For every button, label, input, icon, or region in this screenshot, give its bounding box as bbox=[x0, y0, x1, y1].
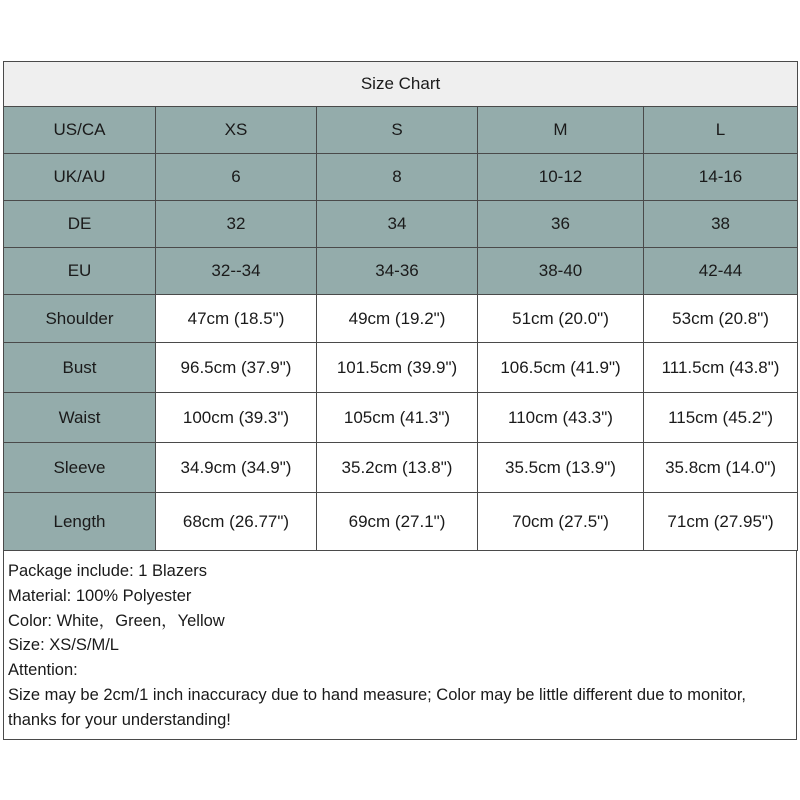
note-thanks: thanks for your understanding! bbox=[8, 710, 231, 729]
row-label: US/CA bbox=[4, 107, 156, 154]
row-label: Sleeve bbox=[4, 443, 156, 493]
measure-row-bust bbox=[4, 343, 798, 393]
table-cell: 47cm (18.5") bbox=[156, 295, 317, 343]
table-cell: 6 bbox=[156, 154, 317, 201]
table-cell: 35.8cm (14.0") bbox=[644, 443, 798, 493]
size-row-de bbox=[4, 201, 798, 248]
table-cell: 35.2cm (13.8") bbox=[317, 443, 478, 493]
measure-row-waist bbox=[4, 393, 798, 443]
row-label: UK/AU bbox=[4, 154, 156, 201]
table-cell: 38-40 bbox=[478, 248, 644, 295]
title-row bbox=[4, 62, 798, 107]
table-cell: 96.5cm (37.9") bbox=[156, 343, 317, 393]
note-color: Color: White，Green，Yellow bbox=[8, 611, 225, 630]
table-cell: 34-36 bbox=[317, 248, 478, 295]
note-size: Size: XS/S/M/L bbox=[8, 636, 119, 655]
measure-row-shoulder bbox=[4, 295, 798, 343]
table-cell: S bbox=[317, 107, 478, 154]
note-package: Package include: 1 Blazers bbox=[8, 562, 208, 580]
table-cell: 71cm (27.95") bbox=[644, 493, 798, 551]
table-cell: 53cm (20.8") bbox=[644, 295, 798, 343]
note-inaccuracy: Size may be 2cm/1 inch inaccuracy due to hand measure; Color may be little different due to monitor, bbox=[8, 685, 746, 704]
table-cell: 10-12 bbox=[478, 154, 644, 201]
measure-row-sleeve bbox=[4, 443, 798, 493]
size-row-us-ca bbox=[4, 107, 798, 154]
size-row-eu bbox=[4, 248, 798, 295]
size-row-uk-au bbox=[4, 154, 798, 201]
table-cell: 68cm (26.77") bbox=[156, 493, 317, 551]
table-cell: 100cm (39.3") bbox=[156, 393, 317, 443]
table-cell: 8 bbox=[317, 154, 478, 201]
table-cell: 36 bbox=[478, 201, 644, 248]
table-cell: 32 bbox=[156, 201, 317, 248]
table-cell: 115cm (45.2") bbox=[644, 393, 798, 443]
measure-row-length bbox=[4, 493, 798, 551]
table-cell: 34 bbox=[317, 201, 478, 248]
note-attention: Attention: bbox=[8, 661, 78, 680]
table-cell: 14-16 bbox=[644, 154, 798, 201]
table-cell: XS bbox=[156, 107, 317, 154]
table-cell: M bbox=[478, 107, 644, 154]
table-cell: 51cm (20.0") bbox=[478, 295, 644, 343]
table-cell: 34.9cm (34.9") bbox=[156, 443, 317, 493]
table-cell: 32--34 bbox=[156, 248, 317, 295]
table-cell: 42-44 bbox=[644, 248, 798, 295]
row-label: Length bbox=[4, 493, 156, 551]
product-notes bbox=[3, 550, 797, 740]
row-label: Waist bbox=[4, 393, 156, 443]
row-label: DE bbox=[4, 201, 156, 248]
row-label: Shoulder bbox=[4, 295, 156, 343]
table-cell: 35.5cm (13.9") bbox=[478, 443, 644, 493]
table-cell: 38 bbox=[644, 201, 798, 248]
row-label: EU bbox=[4, 248, 156, 295]
table-cell: 70cm (27.5") bbox=[478, 493, 644, 551]
table-cell: 49cm (19.2") bbox=[317, 295, 478, 343]
chart-title: Size Chart bbox=[4, 62, 798, 107]
table-cell: 101.5cm (39.9") bbox=[317, 343, 478, 393]
table-cell: L bbox=[644, 107, 798, 154]
row-label: Bust bbox=[4, 343, 156, 393]
size-chart-table bbox=[3, 61, 798, 551]
table-cell: 105cm (41.3") bbox=[317, 393, 478, 443]
table-cell: 111.5cm (43.8") bbox=[644, 343, 798, 393]
table-cell: 69cm (27.1") bbox=[317, 493, 478, 551]
note-material: Material: 100% Polyester bbox=[8, 586, 192, 605]
table-cell: 110cm (43.3") bbox=[478, 393, 644, 443]
table-cell: 106.5cm (41.9") bbox=[478, 343, 644, 393]
